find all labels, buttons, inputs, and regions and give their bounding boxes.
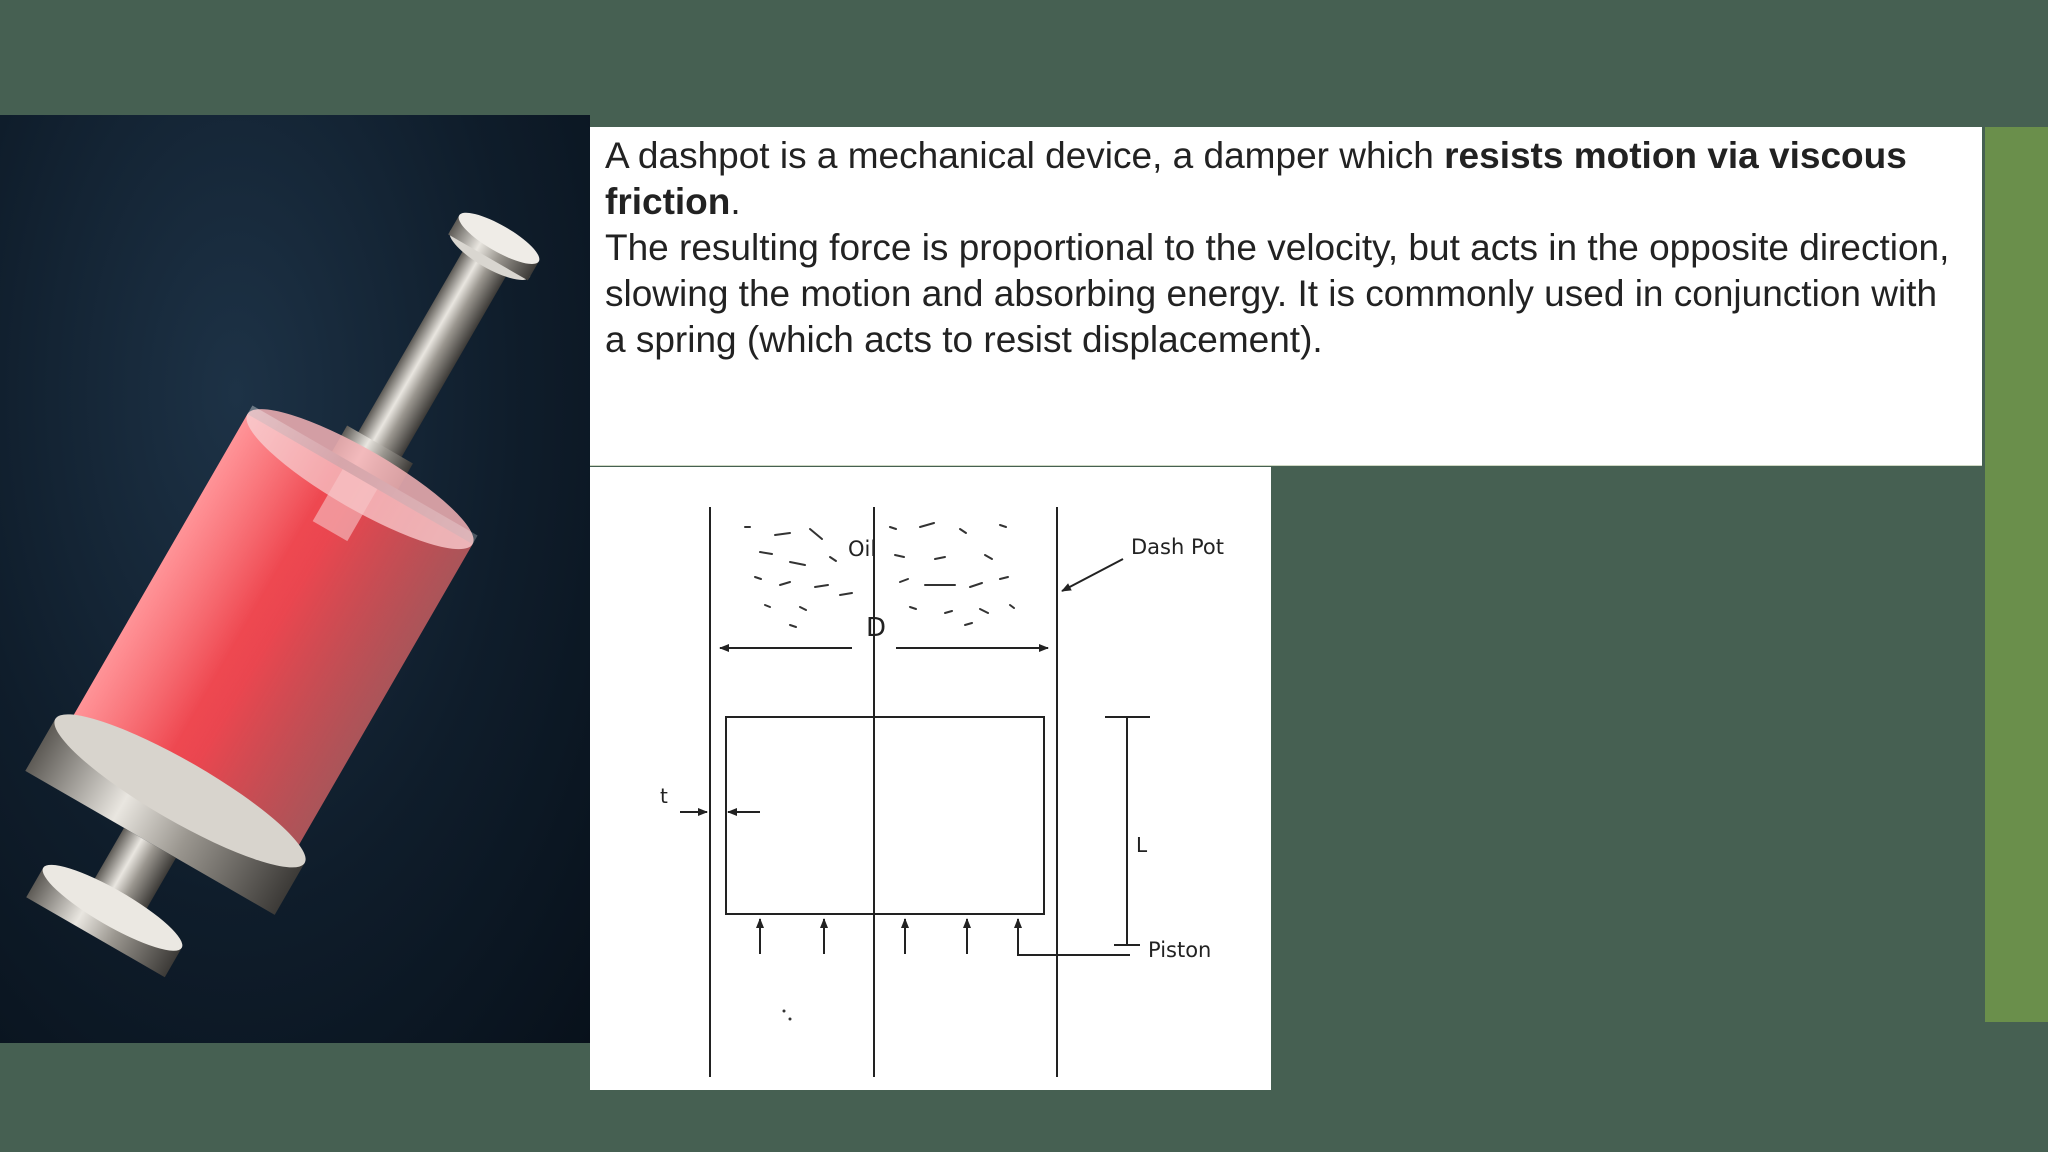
diameter-label: D [866, 613, 887, 643]
description-line1-text: A dashpot is a mechanical device, a damper which [605, 135, 1445, 176]
description-paragraph-4: a spring (which acts to resist displacement). [605, 319, 1323, 360]
dashpot-photo [0, 115, 590, 1043]
description-paragraph-1 [605, 133, 1966, 225]
flow-arrows [760, 919, 1018, 954]
oil-particles [745, 523, 1014, 627]
piston-body [726, 717, 1044, 914]
description-paragraph-2: The resulting force is proportional to the velocity, but acts in the opposite direction, [605, 227, 1950, 268]
oil-label: Oil [848, 537, 877, 561]
length-label: L [1136, 833, 1148, 857]
description-line1-end: . [730, 181, 741, 222]
piston-label: Piston [1148, 938, 1212, 962]
dashpot-pointer [1062, 559, 1123, 591]
thickness-label: t [660, 784, 668, 808]
dashpot-diagram [590, 467, 1271, 1090]
dashpot-label: Dash Pot [1131, 535, 1224, 559]
description-text-box [590, 127, 1982, 466]
piston-leader [1018, 927, 1130, 955]
description-line1-bold: resists motion via viscous friction [605, 135, 1907, 222]
description-paragraph-3: slowing the motion and absorbing energy. It is commonly used in conjunction with [605, 273, 1938, 314]
accent-strip [1985, 127, 2048, 1022]
